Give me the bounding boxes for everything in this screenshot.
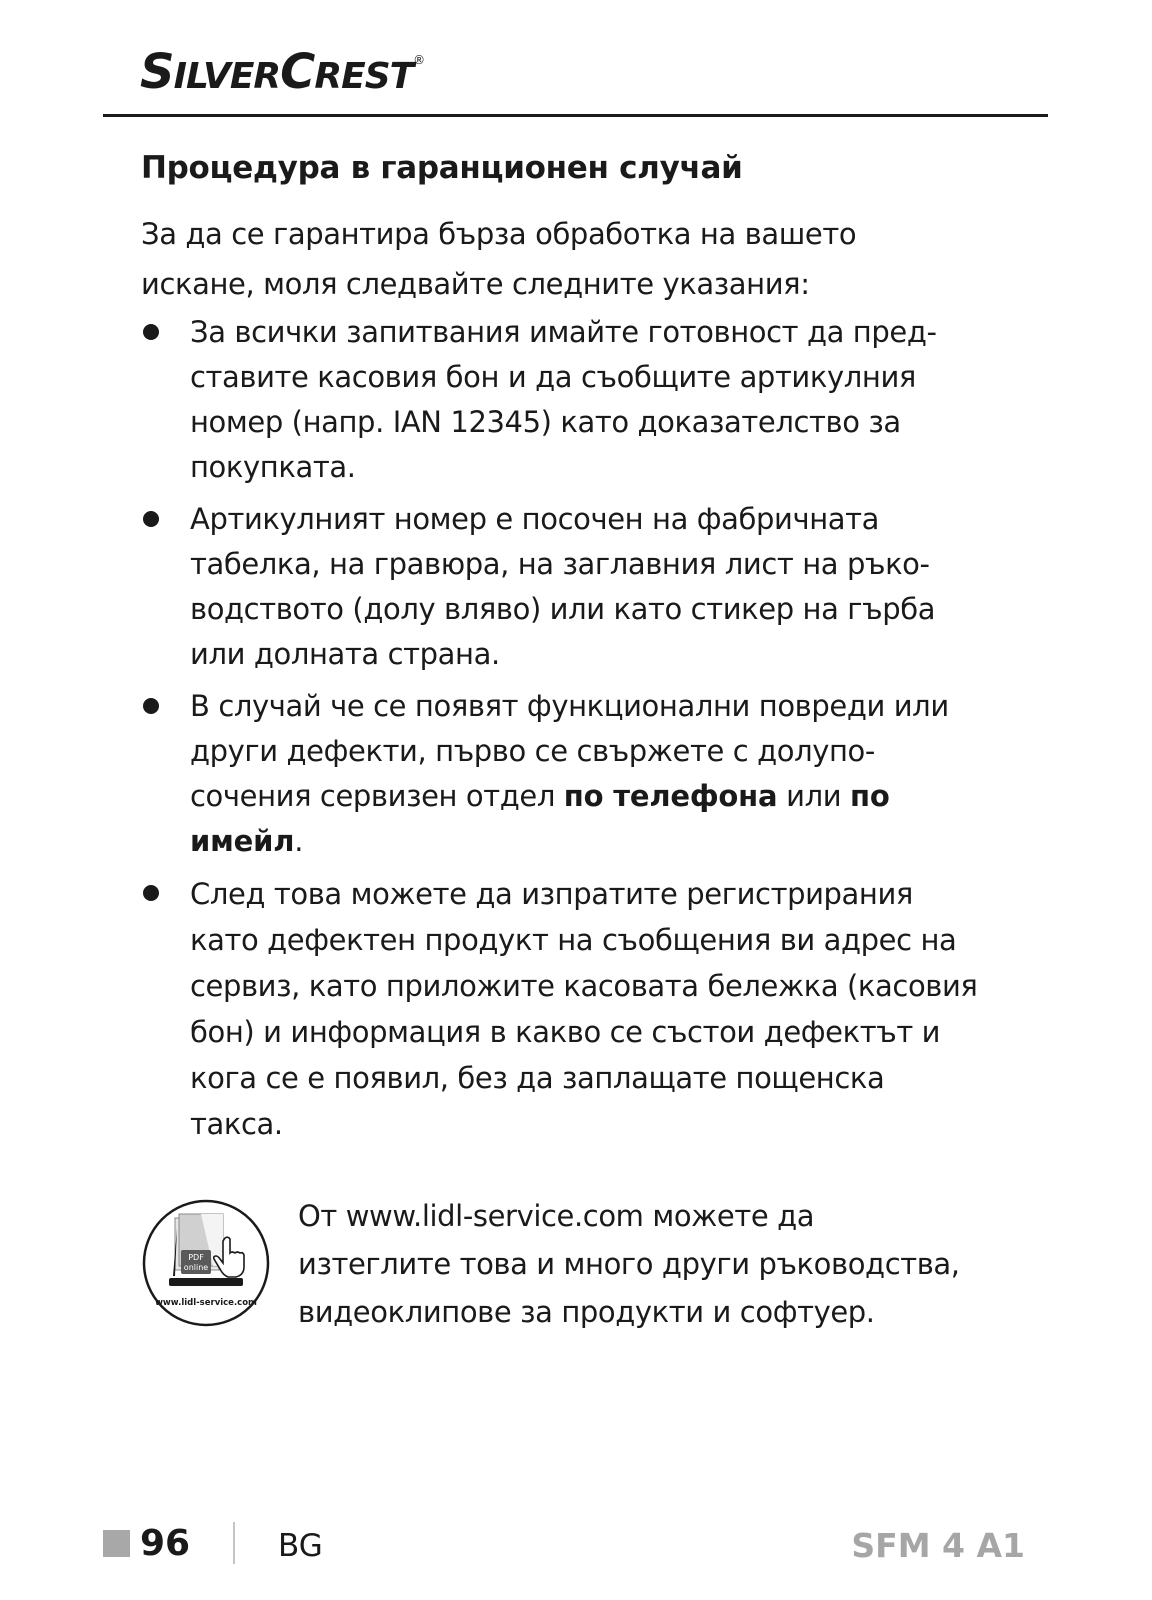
section-title: Процедура в гаранционен случай [141,150,743,186]
brand-logo [140,44,425,100]
badge-pdf-text: PDF [188,1253,204,1262]
registered-mark: ® [413,53,425,67]
bullet-text-2: Артикулният номер е посочен на фабричната табелка, на гравюра, на заглавния лист на ръко-водството (долу вляво) или като стикер на гърба или долната страна. [190,502,936,671]
intro-paragraph [141,209,1021,309]
list-item [141,871,980,1147]
language-code: BG [278,1528,323,1564]
pdf-online-badge-icon [141,1198,271,1328]
bullet-text-3b: или [777,779,851,813]
bullet-text-4: След това можете да изпратите регистрирания като дефектен продукт на съобщения ви адрес на сервиз, като приложите касовата бележка (касовия бон) и информация в какво се състои дефектът и кога се е появил, без да заплащате пощенска такса. [190,877,978,1141]
instruction-list [141,310,1021,1154]
model-number: SFM 4 A1 [851,1526,1025,1565]
intro-line-1: За да се гарантира бърза обработка на вашето [141,217,857,251]
page-number: 96 [140,1523,191,1564]
bullet-text-3a: В случай че се появят функционални повреди или други дефекти, първо се свържете с долупо-сочения сервизен отдел [190,689,949,813]
badge-url-text: www.lidl-service.com [155,1298,257,1308]
badge-online-text: online [183,1263,209,1272]
intro-line-2: искане, моля следвайте следните указания: [141,267,810,301]
header-rule [103,114,1048,117]
bullet-icon [143,324,159,340]
bullet-bold-phone: по телефона [563,779,778,813]
service-line-1: От www.lidl-service.com можете да [298,1199,815,1233]
bullet-icon [143,511,159,527]
list-item [141,684,980,864]
brand-ilver: ILVER [173,56,281,97]
brand-letter-c: C [280,44,315,100]
footer-divider [233,1522,235,1564]
brand-letter-s: S [140,44,174,100]
list-item [141,310,980,490]
laptop-base-icon [169,1278,243,1286]
bullet-icon [143,698,159,714]
list-item [141,497,980,677]
bullet-text-3c: . [294,824,304,858]
footer-marker [103,1530,130,1557]
service-line-3: видеоклипове за продукти и софтуер. [298,1295,875,1329]
bullet-bold-email: по имейл [190,779,890,858]
bullet-text-1: За всички запитвания имайте готовност да пред-ставите касовия бон и да съобщите артикулния номер (напр. IAN 12345) като доказателство за покупката. [190,315,937,484]
service-paragraph [298,1192,1028,1336]
service-line-2: изтеглите това и много други ръководства, [298,1247,960,1281]
brand-rest: REST [314,56,414,97]
bullet-icon [143,885,159,901]
